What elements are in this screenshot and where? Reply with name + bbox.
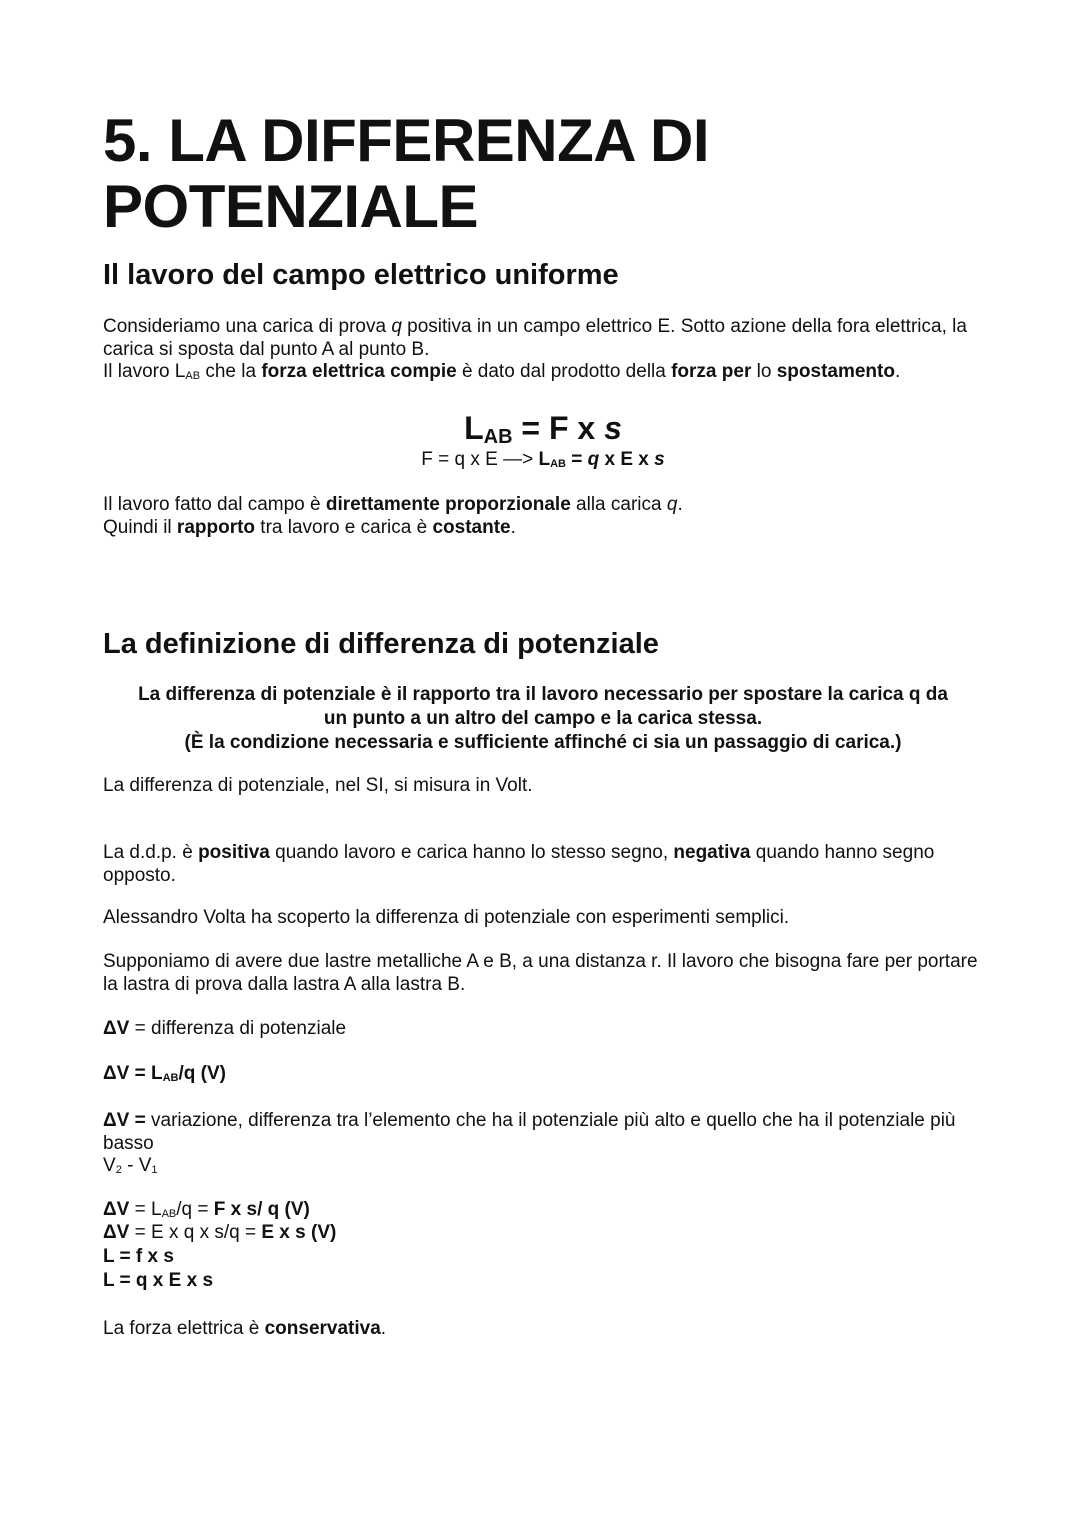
paragraph-lastre: Supponiamo di avere due lastre metalliche A e B, a una distanza r. Il lavoro che bisogna fare per portare la lastra di prova dalla lastra A alla lastra B. xyxy=(103,951,978,995)
paragraph-carica-prova: Consideriamo una carica di prova q positiva in un campo elettrico E. Sotto azione della fora elettrica, la carica si sposta dal punto A al punto B. xyxy=(103,316,967,360)
paragraph-unita-volt: La differenza di potenziale, nel SI, si misura in Volt. xyxy=(103,775,533,796)
definition-line-3: (È la condizione necessaria e sufficiente affinché ci sia un passaggio di carica.) xyxy=(184,732,902,753)
page-title: 5. LA DIFFERENZA DI POTENZIALE xyxy=(103,107,710,240)
equation-3: L = f x s xyxy=(103,1246,174,1267)
dv-formula: $\Delta V = L_{AB}/q$ (V) xyxy=(103,1063,226,1084)
section-heading-lavoro: Il lavoro del campo elettrico uniforme xyxy=(103,259,619,291)
definition-line-2: un punto a un altro del campo e la carica stessa. xyxy=(323,708,763,729)
dv-definition: ΔV = differenza di potenziale xyxy=(103,1018,347,1039)
equation-4: L = q x E x s xyxy=(103,1270,214,1291)
paragraph-conservativa: La forza elettrica è conservativa. xyxy=(103,1318,387,1339)
paragraph-lavoro-forza: Il lavoro $L_{AB}$ che la forza elettrica compie è dato dal prodotto della forza per lo spostamento. xyxy=(103,361,901,382)
equation-1: $\Delta V = L_{AB}/q = F$ x s/ q (V) xyxy=(103,1199,310,1220)
formula-main: $L_{AB} = F$ x s xyxy=(464,410,622,448)
definition-line-1: La differenza di potenziale è il rapporto tra il lavoro necessario per spostare la carica q da xyxy=(138,684,948,705)
section-heading-definizione: La definizione di differenza di potenziale xyxy=(103,628,659,660)
potential-difference-v2-v1: $V_2 - V_1$ xyxy=(103,1155,158,1176)
paragraph-volta: Alessandro Volta ha scoperto la differenza di potenziale con esperimenti semplici. xyxy=(103,907,790,928)
equation-2: ΔV = E x q x s/q = E x s (V) xyxy=(103,1222,337,1243)
paragraph-proporzionale: Il lavoro fatto dal campo è direttamente proporzionale alla carica q. xyxy=(103,494,683,515)
dv-variation: ΔV = variazione, differenza tra l’elemento che ha il potenziale più alto e quello che ha il potenziale più basso xyxy=(103,1110,956,1154)
paragraph-segno-ddp: La d.d.p. è positiva quando lavoro e carica hanno lo stesso segno, negativa quando hanno segno opposto. xyxy=(103,842,935,886)
formula-secondary: F = q x E —> $L_{AB} = q$ x E x s xyxy=(421,449,665,470)
paragraph-rapporto: Quindi il rapporto tra lavoro e carica è costante. xyxy=(103,517,516,538)
